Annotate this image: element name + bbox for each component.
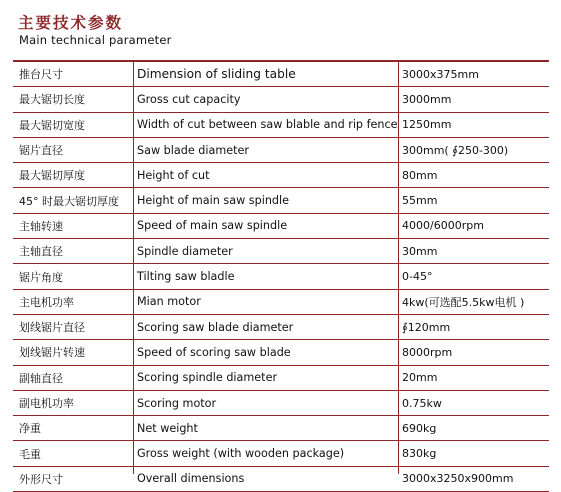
- param-value: 4000/6000rpm: [402, 219, 484, 233]
- title-chinese: 主要技术参数: [18, 14, 124, 32]
- param-name-chinese: 最大锯切厚度: [19, 169, 85, 183]
- param-value: 830kg: [402, 447, 437, 461]
- param-name-english: Gross cut capacity: [137, 92, 241, 106]
- param-name-english: Spindle diameter: [137, 244, 233, 258]
- param-name-chinese: 锯片直径: [19, 144, 63, 158]
- param-value: 3000mm: [402, 92, 452, 106]
- param-name-chinese: 净重: [19, 422, 41, 436]
- param-value: 690kg: [402, 421, 437, 435]
- table-row: [13, 391, 549, 416]
- param-name-english: Gross weight (with wooden package): [137, 447, 345, 461]
- param-value: 0-45°: [402, 270, 433, 284]
- param-name-chinese: 主电机功率: [19, 295, 74, 309]
- param-name-chinese: 推台尺寸: [19, 68, 63, 82]
- param-value: ∮120mm: [402, 320, 451, 334]
- spec-table: [13, 60, 549, 492]
- param-name-chinese: 锯片角度: [19, 270, 63, 284]
- table-row: [13, 366, 549, 391]
- param-name-english: Tilting saw bladle: [137, 270, 235, 284]
- param-value: 0.75kw: [402, 396, 442, 410]
- param-value: 3000x3250x900mm: [402, 472, 514, 486]
- param-value: 55mm: [402, 194, 438, 208]
- table-row: [13, 264, 549, 289]
- param-name-english: Saw blade diameter: [137, 143, 249, 157]
- table-row: [13, 188, 549, 213]
- param-value: 8000rpm: [402, 345, 453, 359]
- param-value: 4kw(可选配5.5kw电机 ): [402, 295, 525, 309]
- param-name-chinese: 外形尺寸: [19, 472, 63, 486]
- table-row: [13, 60, 549, 87]
- table-row: [13, 315, 549, 340]
- param-name-chinese: 副轴直径: [19, 371, 63, 385]
- param-value: 3000x375mm: [402, 67, 479, 81]
- param-name-english: Height of cut: [137, 168, 210, 182]
- table-row: [13, 467, 549, 492]
- param-name-english: Speed of scoring saw blade: [137, 345, 291, 359]
- param-name-chinese: 最大锯切宽度: [19, 118, 85, 132]
- param-name-chinese: 主轴转速: [19, 219, 63, 233]
- title-english: Main technical parameter: [19, 33, 172, 47]
- param-value: 20mm: [402, 371, 438, 385]
- param-name-chinese: 主轴直径: [19, 245, 63, 259]
- param-name-english: Scoring motor: [137, 396, 217, 410]
- param-value: 80mm: [402, 168, 438, 182]
- table-row: [13, 87, 549, 112]
- table-row: [13, 416, 549, 441]
- param-value: 1250mm: [402, 118, 452, 132]
- param-name-chinese: 毛重: [19, 447, 41, 461]
- param-value: 30mm: [402, 244, 438, 258]
- param-name-chinese: 划线锯片转速: [19, 346, 85, 360]
- table-row: [13, 113, 549, 138]
- table-row: [13, 138, 549, 163]
- param-name-chinese: 45° 时最大锯切厚度: [19, 194, 119, 208]
- param-name-english: Overall dimensions: [137, 472, 245, 486]
- param-name-english: Scoring spindle diameter: [137, 371, 278, 385]
- table-row: [13, 163, 549, 188]
- param-name-chinese: 最大锯切长度: [19, 93, 85, 107]
- param-name-english: Scoring saw blade diameter: [137, 320, 294, 334]
- param-name-chinese: 副电机功率: [19, 397, 74, 410]
- param-name-english: Dimension of sliding table: [137, 67, 296, 82]
- param-name-english: Net weight: [137, 421, 198, 435]
- param-name-english: Height of main saw spindle: [137, 194, 289, 208]
- param-name-english: Width of cut between saw blable and rip fence: [137, 118, 398, 132]
- table-row: [13, 340, 549, 365]
- table-row: [13, 290, 549, 315]
- table-row: [13, 214, 549, 239]
- table-row: [13, 441, 549, 466]
- table-row: [13, 239, 549, 264]
- param-name-english: Mian motor: [137, 295, 201, 309]
- param-name-english: Speed of main saw spindle: [137, 219, 288, 233]
- param-name-chinese: 划线锯片直径: [19, 321, 85, 335]
- param-value: 300mm( ∮250-300): [402, 143, 509, 157]
